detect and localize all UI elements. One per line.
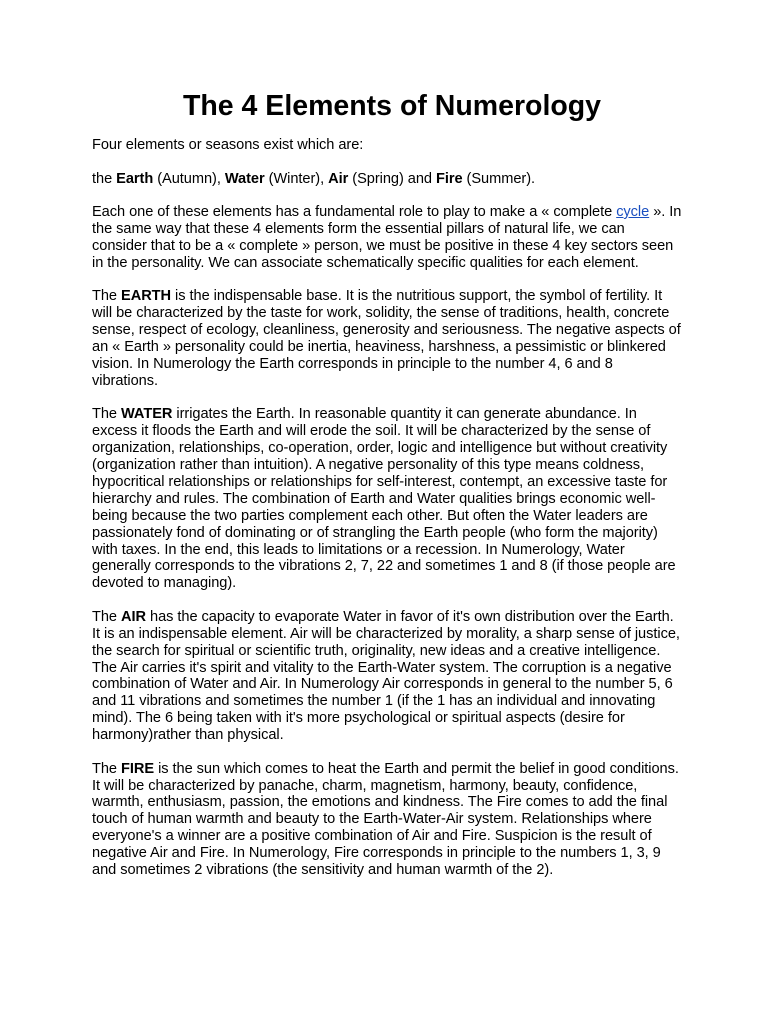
element-name-air: Air — [328, 170, 349, 187]
cycle-link[interactable]: cycle — [616, 204, 650, 220]
earth-text: is the indispensable base. It is the nutritious support, the symbol of fertility. It will be characterized by the taste for work, solidity, the sense of traditions, health, concrete sense, respect of ecology, cleanliness, generosity and seriousness. The negative aspects of an « Earth » personality could be inertia, heaviness, harshness, a pessimistic or blinkered vision. In Numerology the Earth corresponds in principle to the number 4, 6 and 8 vibrations. — [92, 288, 681, 389]
water-lead: The — [92, 406, 122, 423]
fire-paragraph — [92, 761, 682, 879]
element-name-water: Water — [224, 170, 265, 187]
page-title: The 4 Elements of Numerology — [182, 90, 602, 122]
cycle-text-after: ». In the same way that these 4 elements form the essential pillars of natural life, we can consider that to be a « complete » person, we must be positive in these 4 key sectors seen in the personality. We can associate schematically specific qualities for each element. — [92, 204, 682, 271]
fire-text: is the sun which comes to heat the Earth and permit the belief in good conditions. It will be characterized by panache, charm, magnetism, harmony, beauty, confidence, warmth, enthusiasm, passion, the emotions and kindness. The Fire comes to add the final touch of human warmth and beauty to the Earth-Water-Air system. Relationships where everyone's a winner are a positive combination of Air and Fire. Suspicion is the result of negative Air and Fire. In Numerology, Fire corresponds in principle to the numbers 1, 3, 9 and sometimes 2 vibrations (the sensitivity and human warmth of the 2). — [92, 760, 679, 879]
elements-line-prefix: the — [92, 170, 117, 187]
document-page — [92, 86, 682, 896]
earth-lead: The — [92, 288, 122, 305]
season-spring: (Spring) and — [348, 170, 436, 187]
element-name-fire: Fire — [435, 170, 463, 187]
water-text: irrigates the Earth. In reasonable quantity it can generate abundance. In excess it floods the Earth and will erode the soil. It will be characterized by the sense of organization, relationships, co-operation, order, logic and intelligence but without creativity (organization rather than intuition). A negative personality of this type means coldness, hypocritical relationships or relationships for self-interest, contempt, an excessive taste for hierarchy and rules. The combination of Earth and Water qualities brings economic well-being because the two parties complement each other. But often the Water leaders are passionately fond of dominating or of strangling the Earth people (who form the majority) with taxes. In the end, this leads to limitations or a recession. In Numerology, Water generally corresponds to the vibrations 2, 7, 22 and sometimes 1 and 8 (if those people are devoted to managing). — [92, 406, 676, 592]
season-summer: (Summer). — [462, 170, 536, 187]
intro-paragraph: Four elements or seasons exist which are: — [92, 137, 364, 153]
earth-paragraph — [92, 288, 682, 389]
earth-heading: EARTH — [121, 288, 172, 305]
air-paragraph — [92, 609, 682, 744]
season-winter: (Winter), — [264, 170, 329, 187]
air-heading: AIR — [121, 608, 146, 625]
water-paragraph — [92, 406, 682, 592]
element-name-earth: Earth — [116, 170, 154, 187]
fire-lead: The — [92, 760, 122, 777]
cycle-text-before: Each one of these elements has a fundamental role to play to make a « complete — [92, 204, 617, 220]
elements-line — [92, 171, 682, 188]
water-heading: WATER — [121, 406, 173, 423]
air-lead: The — [92, 608, 122, 625]
fire-heading: FIRE — [121, 760, 155, 777]
air-text: has the capacity to evaporate Water in favor of it's own distribution over the Earth. It is an indispensable element. Air will be characterized by morality, a sharp sense of justice, the search for spiritual or scientific truth, originality, new ideas and a creative intelligence. The Air carries it's spirit and vitality to the Earth-Water system. The corruption is a negative combination of Water and Air. In Numerology Air corresponds in general to the number 5, 6 and 11 vibrations and sometimes the number 1 (if the 1 has an individual and innovating mind). The 6 being taken with it's more psychological or spiritual aspects (desire for harmony)rather than physical. — [92, 608, 680, 744]
cycle-paragraph — [92, 204, 682, 272]
season-autumn: (Autumn), — [153, 170, 225, 187]
